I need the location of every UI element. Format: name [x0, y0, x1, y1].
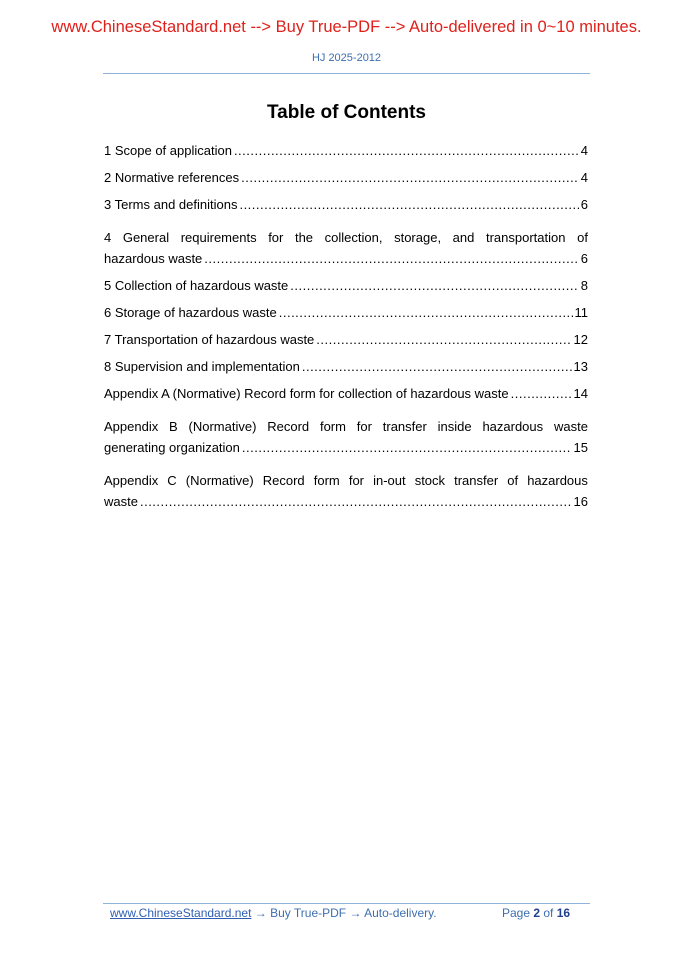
toc-entry-label: 6 Storage of hazardous waste	[104, 305, 277, 320]
toc-entry-label: 7 Transportation of hazardous waste	[104, 332, 315, 347]
toc-word: B	[169, 419, 178, 434]
toc-word: Record	[267, 419, 310, 434]
toc-word: form	[313, 473, 340, 488]
toc-entry-page: 8	[580, 278, 588, 293]
toc-entry-label: hazardous waste	[104, 251, 203, 266]
toc-entry[interactable]	[104, 143, 588, 170]
toc-word: transportation	[485, 230, 566, 245]
toc-entry-label: waste	[104, 494, 138, 509]
toc-word: inside	[437, 419, 472, 434]
toc-word: and	[452, 230, 475, 245]
toc-word: the	[294, 230, 314, 245]
toc-entry[interactable]	[104, 305, 588, 332]
toc-entry[interactable]	[104, 170, 588, 197]
toc-word: Appendix	[104, 419, 159, 434]
toc-leader-dots	[290, 278, 578, 293]
toc-leader-dots	[239, 197, 578, 212]
toc-word: form	[319, 419, 346, 434]
toc-entry-label: 1 Scope of application	[104, 143, 232, 158]
toc-word: stock	[414, 473, 446, 488]
toc-entry-label: Appendix A (Normative) Record form for collection of hazardous waste	[104, 386, 509, 401]
toc-entry[interactable]	[104, 386, 588, 413]
toc-word: for	[348, 473, 364, 488]
toc-word: Record	[262, 473, 305, 488]
total-pages: 16	[556, 906, 571, 920]
toc-word: transfer	[454, 473, 499, 488]
toc-entry-page: 11	[574, 305, 588, 320]
banner[interactable]: www.ChineseStandard.net --> Buy True-PDF --> Auto-delivered in 0~10 minutes.	[51, 18, 642, 36]
page-indicator: Page 2 of 16	[502, 906, 571, 920]
toc-leader-dots	[241, 170, 579, 185]
toc-leader-dots	[302, 359, 572, 374]
document-code: HJ 2025-2012	[311, 52, 382, 64]
toc-leader-dots	[511, 386, 572, 401]
toc-word: (Normative)	[188, 419, 257, 434]
toc-word: for	[268, 230, 284, 245]
toc-leader-dots	[279, 305, 573, 320]
toc-entry-page: 4	[580, 143, 588, 158]
toc-entry-label: generating organization	[104, 440, 240, 455]
toc-word: in-out	[373, 473, 406, 488]
toc-word: 4	[104, 230, 112, 245]
table-of-contents	[104, 143, 588, 521]
toc-leader-dots	[234, 143, 579, 158]
toc-entry[interactable]	[104, 332, 588, 359]
toc-word: (Normative)	[185, 473, 254, 488]
toc-entry-label: 8 Supervision and implementation	[104, 359, 300, 374]
toc-leader-dots	[242, 440, 572, 455]
toc-word: of	[577, 230, 588, 245]
toc-entry-label-line1	[104, 413, 588, 440]
current-page: 2	[533, 906, 541, 920]
toc-word: Appendix	[104, 473, 159, 488]
toc-entry-page: 6	[580, 197, 588, 212]
toc-word: collection,	[324, 230, 383, 245]
toc-entry-page: 15	[573, 440, 588, 455]
toc-entry-label: 5 Collection of hazardous waste	[104, 278, 289, 293]
toc-entry-label-line1	[104, 224, 588, 251]
page-title: Table of Contents	[266, 102, 427, 123]
toc-entry-page: 16	[573, 494, 588, 509]
toc-entry-page: 6	[580, 251, 588, 266]
toc-entry-label: 2 Normative references	[104, 170, 240, 185]
footer-divider	[103, 903, 590, 904]
toc-entry[interactable]	[104, 359, 588, 386]
toc-word: hazardous	[527, 473, 588, 488]
header-divider	[103, 73, 590, 74]
toc-word: C	[167, 473, 177, 488]
toc-word: requirements	[180, 230, 257, 245]
toc-entry[interactable]	[104, 278, 588, 305]
toc-entry-label-line1	[104, 467, 588, 494]
toc-word: storage,	[394, 230, 442, 245]
toc-leader-dots	[140, 494, 572, 509]
toc-entry-page: 4	[580, 170, 588, 185]
toc-leader-dots	[204, 251, 578, 266]
toc-word: of	[507, 473, 519, 488]
footer-link[interactable]: www.ChineseStandard.net	[110, 906, 252, 920]
toc-word: General	[122, 230, 170, 245]
toc-entry-page: 13	[573, 359, 588, 374]
toc-entry[interactable]	[104, 413, 588, 467]
toc-leader-dots	[316, 332, 571, 347]
toc-word: transfer	[382, 419, 427, 434]
toc-word: for	[356, 419, 372, 434]
toc-entry[interactable]	[104, 197, 588, 224]
toc-word: waste	[553, 419, 588, 434]
toc-entry-page: 12	[573, 332, 588, 347]
footer-tail: → Buy True-PDF → Auto-delivery.	[251, 906, 437, 920]
toc-entry-page: 14	[573, 386, 588, 401]
toc-word: hazardous	[482, 419, 544, 434]
toc-entry[interactable]	[104, 224, 588, 278]
toc-entry[interactable]	[104, 467, 588, 521]
toc-entry-label: 3 Terms and definitions	[104, 197, 238, 212]
